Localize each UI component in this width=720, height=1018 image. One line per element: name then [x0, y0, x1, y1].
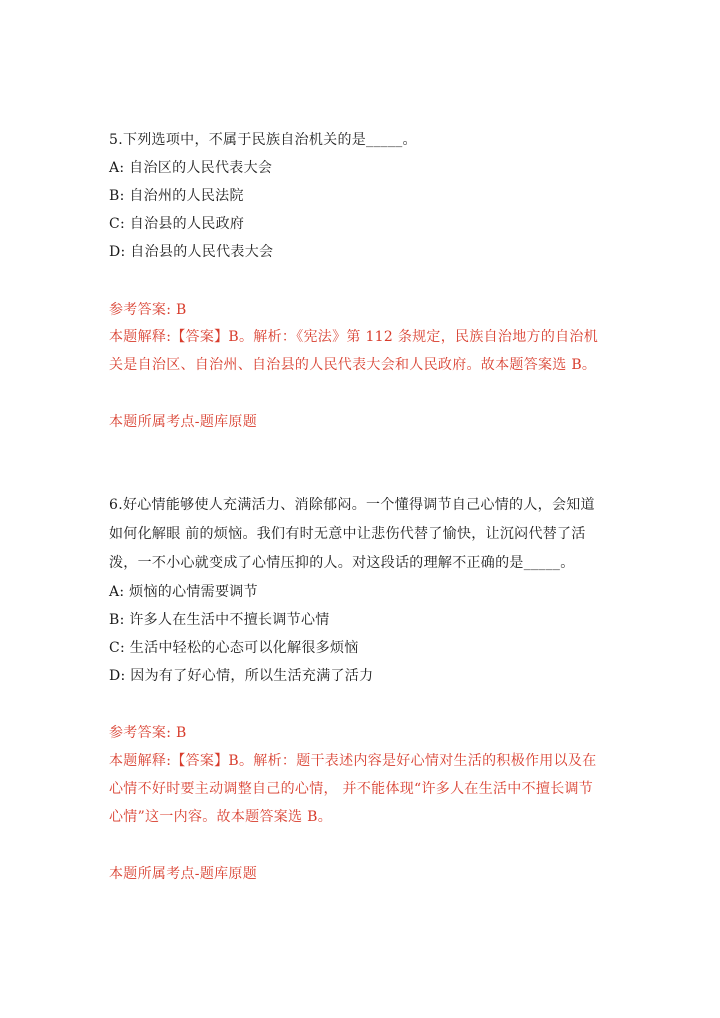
question-6-option-d: D: 因为有了好心情，所以生活充满了活力 — [109, 668, 374, 684]
question-5-option-b: B: 自治州的人民法院 — [109, 188, 244, 204]
question-6-category: 本题所属考点-题库原题 — [109, 866, 258, 882]
question-5-stem-line-1: 5.下列选项中，不属于民族自治机关的是_____。 — [109, 132, 417, 148]
question-5-explanation-line-1: 本题解释:【答案】B。解析：《宪法》第 112 条规定，民族自治地方的自治机 — [109, 329, 599, 345]
question-5-category: 本题所属考点-题库原题 — [109, 414, 258, 430]
question-6-stem-line-3: 泼，一不小心就变成了心情压抑的人。对这段话的理解不正确的是_____。 — [109, 555, 575, 571]
question-5-answer: 参考答案: B — [109, 302, 187, 318]
question-5-option-a: A: 自治区的人民代表大会 — [109, 160, 273, 176]
question-5-explanation-line-2: 关是自治区、自治州、自治县的人民代表大会和人民政府。故本题答案选 B。 — [109, 357, 597, 373]
question-6-stem-line-2: 如何化解眼 前的烦恼。我们有时无意中让悲伤代替了愉快，让沉闷代替了活 — [109, 526, 586, 542]
question-5-option-d: D: 自治县的人民代表大会 — [109, 244, 274, 260]
question-6-explanation-line-1: 本题解释:【答案】B。解析：题干表述内容是好心情对生活的积极作用以及在 — [109, 753, 597, 769]
question-6-option-c: C: 生活中轻松的心态可以化解很多烦恼 — [109, 640, 359, 656]
question-5-option-c: C: 自治县的人民政府 — [109, 216, 245, 232]
question-6-explanation-line-2: 心情不好时要主动调整自己的心情， 并不能体现“许多人在生活中不擅长调节 — [109, 781, 594, 797]
question-6-option-a: A: 烦恼的心情需要调节 — [109, 584, 258, 600]
question-6-option-b: B: 许多人在生活中不擅长调节心情 — [109, 612, 330, 628]
question-6-stem-line-1: 6.好心情能够使人充满活力、消除郁闷。一个懂得调节自己心情的人，会知道 — [109, 497, 595, 513]
question-6-explanation-line-3: 心情”这一内容。故本题答案选 B。 — [109, 809, 332, 825]
question-6-answer: 参考答案: B — [109, 725, 187, 741]
